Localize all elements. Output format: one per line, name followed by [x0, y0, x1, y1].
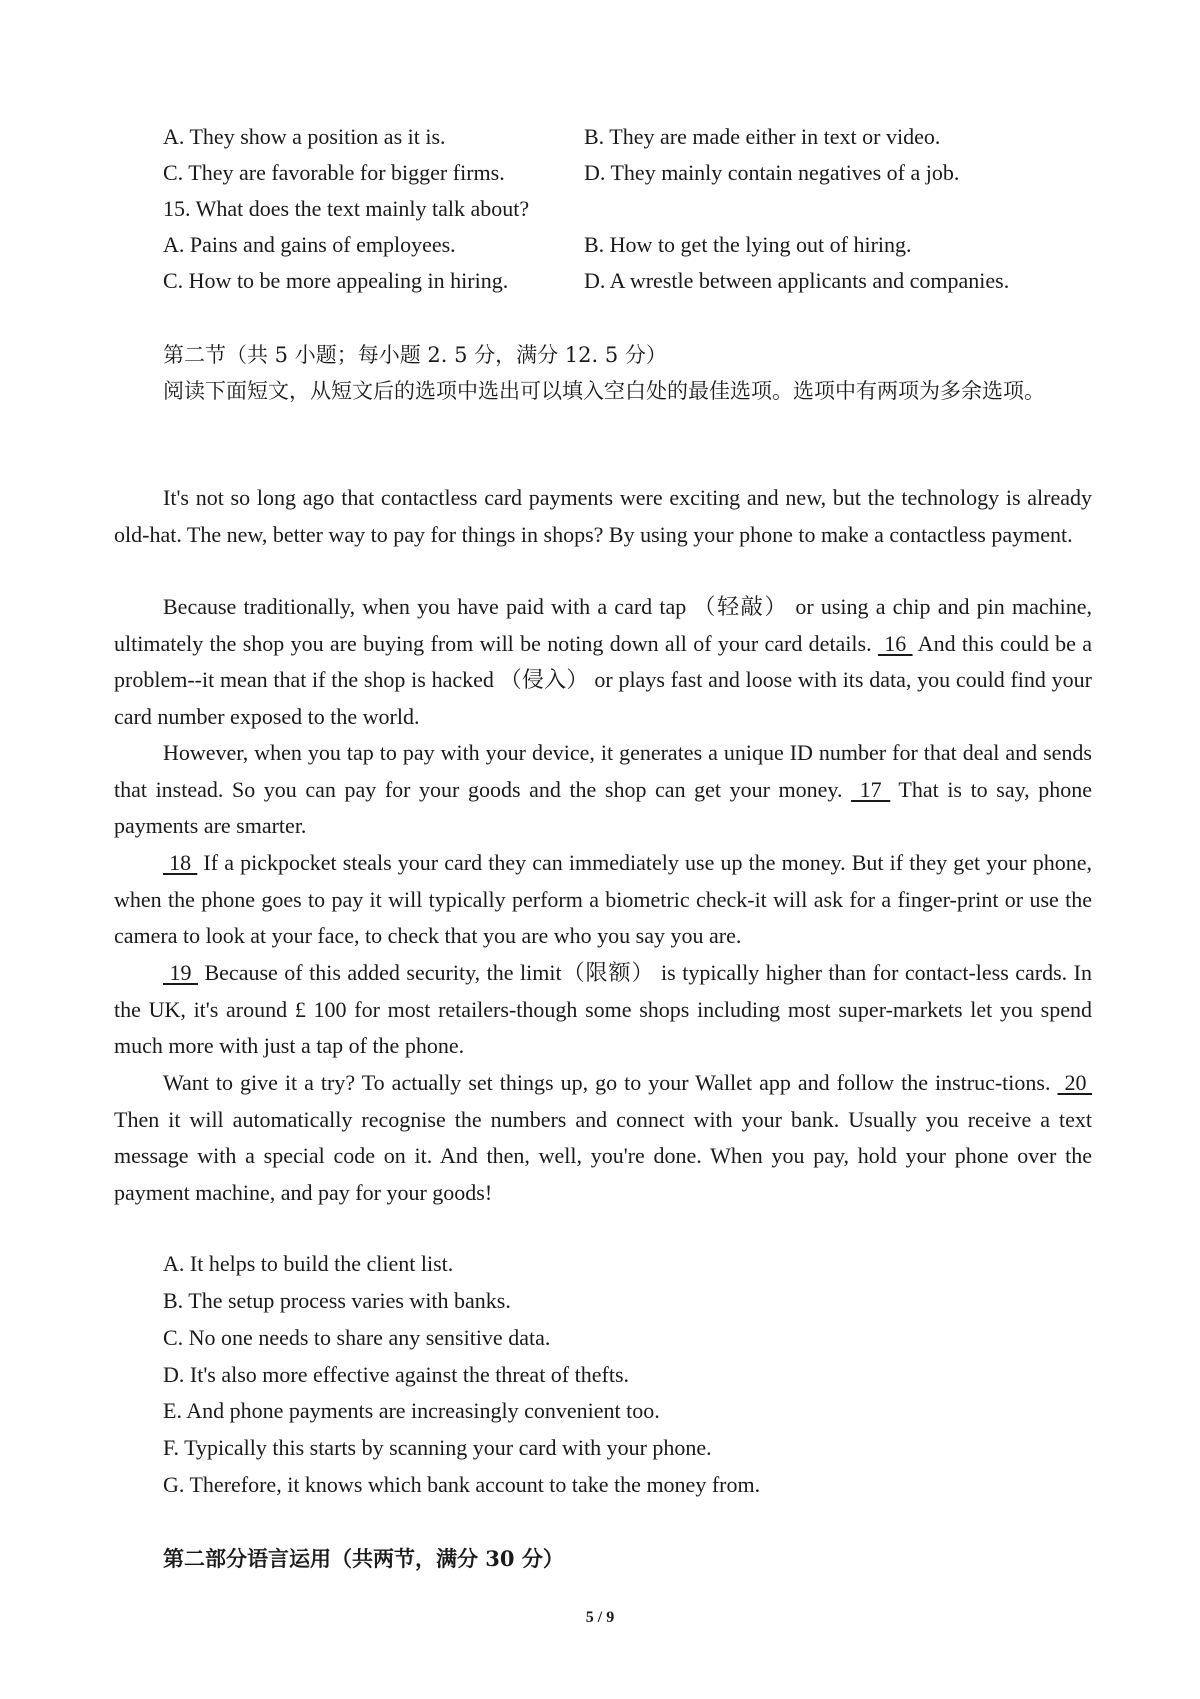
choice-d: D. It's also more effective against the threat of thefts. [163, 1362, 630, 1387]
paragraph-5-text: Because of this added security, the limit（限额） is typically higher than for contact-less cards. In the UK, it's around £ 100 for most retailers-though some shops including most super-markets let you spend much more with just a tap of the phone. [114, 960, 1093, 1058]
choice-f: F. Typically this starts by scanning your card with your phone. [163, 1435, 712, 1460]
q15-option-d: D. A wrestle between applicants and companies. [584, 268, 1010, 293]
blank-16: 16 [877, 630, 913, 656]
choice-b: B. The setup process varies with banks. [163, 1288, 511, 1313]
passage-paragraph-1: It's not so long ago that contactless card payments were exciting and new, but the technology is already old-hat. The new, better way to pay for things in shops? By using your phone to make a contactless payment. [114, 485, 1092, 547]
q15-option-c: C. How to be more appealing in hiring. [163, 268, 509, 293]
paragraph-6-text-b: Then it will automatically recognise the numbers and connect with your bank. Usually you receive a text message with a special code on it. And then, well, you're done. When you pay, hold your phone over the payment machine, and pay for your goods! [114, 1106, 1092, 1205]
q14-option-d: D. They mainly contain negatives of a job. [584, 160, 960, 185]
q14-option-a: A. They show a position as it is. [163, 124, 446, 149]
passage-paragraph-3 [114, 735, 1092, 845]
q15-question: 15. What does the text mainly talk about? [163, 196, 530, 221]
page-number: 5 / 9 [585, 1609, 615, 1626]
passage-paragraph-5 [114, 955, 1092, 1065]
choice-c: C. No one needs to share any sensitive data. [163, 1325, 551, 1350]
q15-options-row-2 [163, 263, 1083, 299]
q14-option-c: C. They are favorable for bigger firms. [163, 160, 505, 185]
q14-option-b: B. They are made either in text or video. [584, 124, 941, 149]
paragraph-4-text: If a pickpocket steals your card they can immediately use up the money. But if they get your phone, when the phone goes to pay it will typically perform a biometric check-it will ask for a finger-print or use the camera to look at your face, to check that you are who you say you are. [114, 850, 1092, 948]
blank-17: 17 [851, 776, 891, 802]
blank-20: 20 [1057, 1070, 1092, 1095]
q14-options-row-2 [163, 155, 1083, 191]
choice-a: A. It helps to build the client list. [163, 1251, 454, 1276]
q15-options-row-1 [163, 227, 1083, 263]
paragraph-3-text-b: That is to say, phone payments are smarter. [114, 776, 1093, 838]
paragraph-2-text-a: Because traditionally, when you have paid with a card tap （轻敲） or using a chip and pin machine, ultimately the shop you are buying from will be noting down all of your card details. [114, 594, 1092, 656]
blank-19: 19 [163, 960, 198, 985]
q15-option-a: A. Pains and gains of employees. [163, 232, 456, 257]
blank-18: 18 [163, 850, 198, 875]
passage-paragraph-6 [114, 1065, 1092, 1211]
choice-e: E. And phone payments are increasingly convenient too. [163, 1398, 660, 1423]
paragraph-2-text-b: And this could be a problem--it mean that if the shop is hacked （侵入） or plays fast and loose with its data, you could find your card number exposed to the world. [114, 630, 1093, 729]
paragraph-6-text-a: Want to give it a try? To actually set things up, go to your Wallet app and follow the instruc-tions. [163, 1070, 1058, 1095]
section-instructions: 阅读下面短文，从短文后的选项中选出可以填入空白处的最佳选项。选项中有两项为多余选项。 [163, 379, 1045, 403]
passage-paragraph-4 [114, 845, 1092, 955]
q14-options-row-1 [163, 119, 1083, 155]
part2-heading: 第二部分语言运用（共两节，满分 30 分） [163, 1546, 564, 1571]
section-header: 第二节（共 5 小题；每小题 2. 5 分，满分 12. 5 分） [163, 343, 667, 367]
q15-option-b: B. How to get the lying out of hiring. [584, 232, 912, 257]
choice-g: G. Therefore, it knows which bank account to take the money from. [163, 1472, 761, 1497]
paragraph-3-text-a: However, when you tap to pay with your device, it generates a unique ID number for that deal and sends that instead. So you can pay for your goods and the shop can get your money. [114, 740, 1092, 802]
passage-paragraph-2 [114, 589, 1092, 735]
